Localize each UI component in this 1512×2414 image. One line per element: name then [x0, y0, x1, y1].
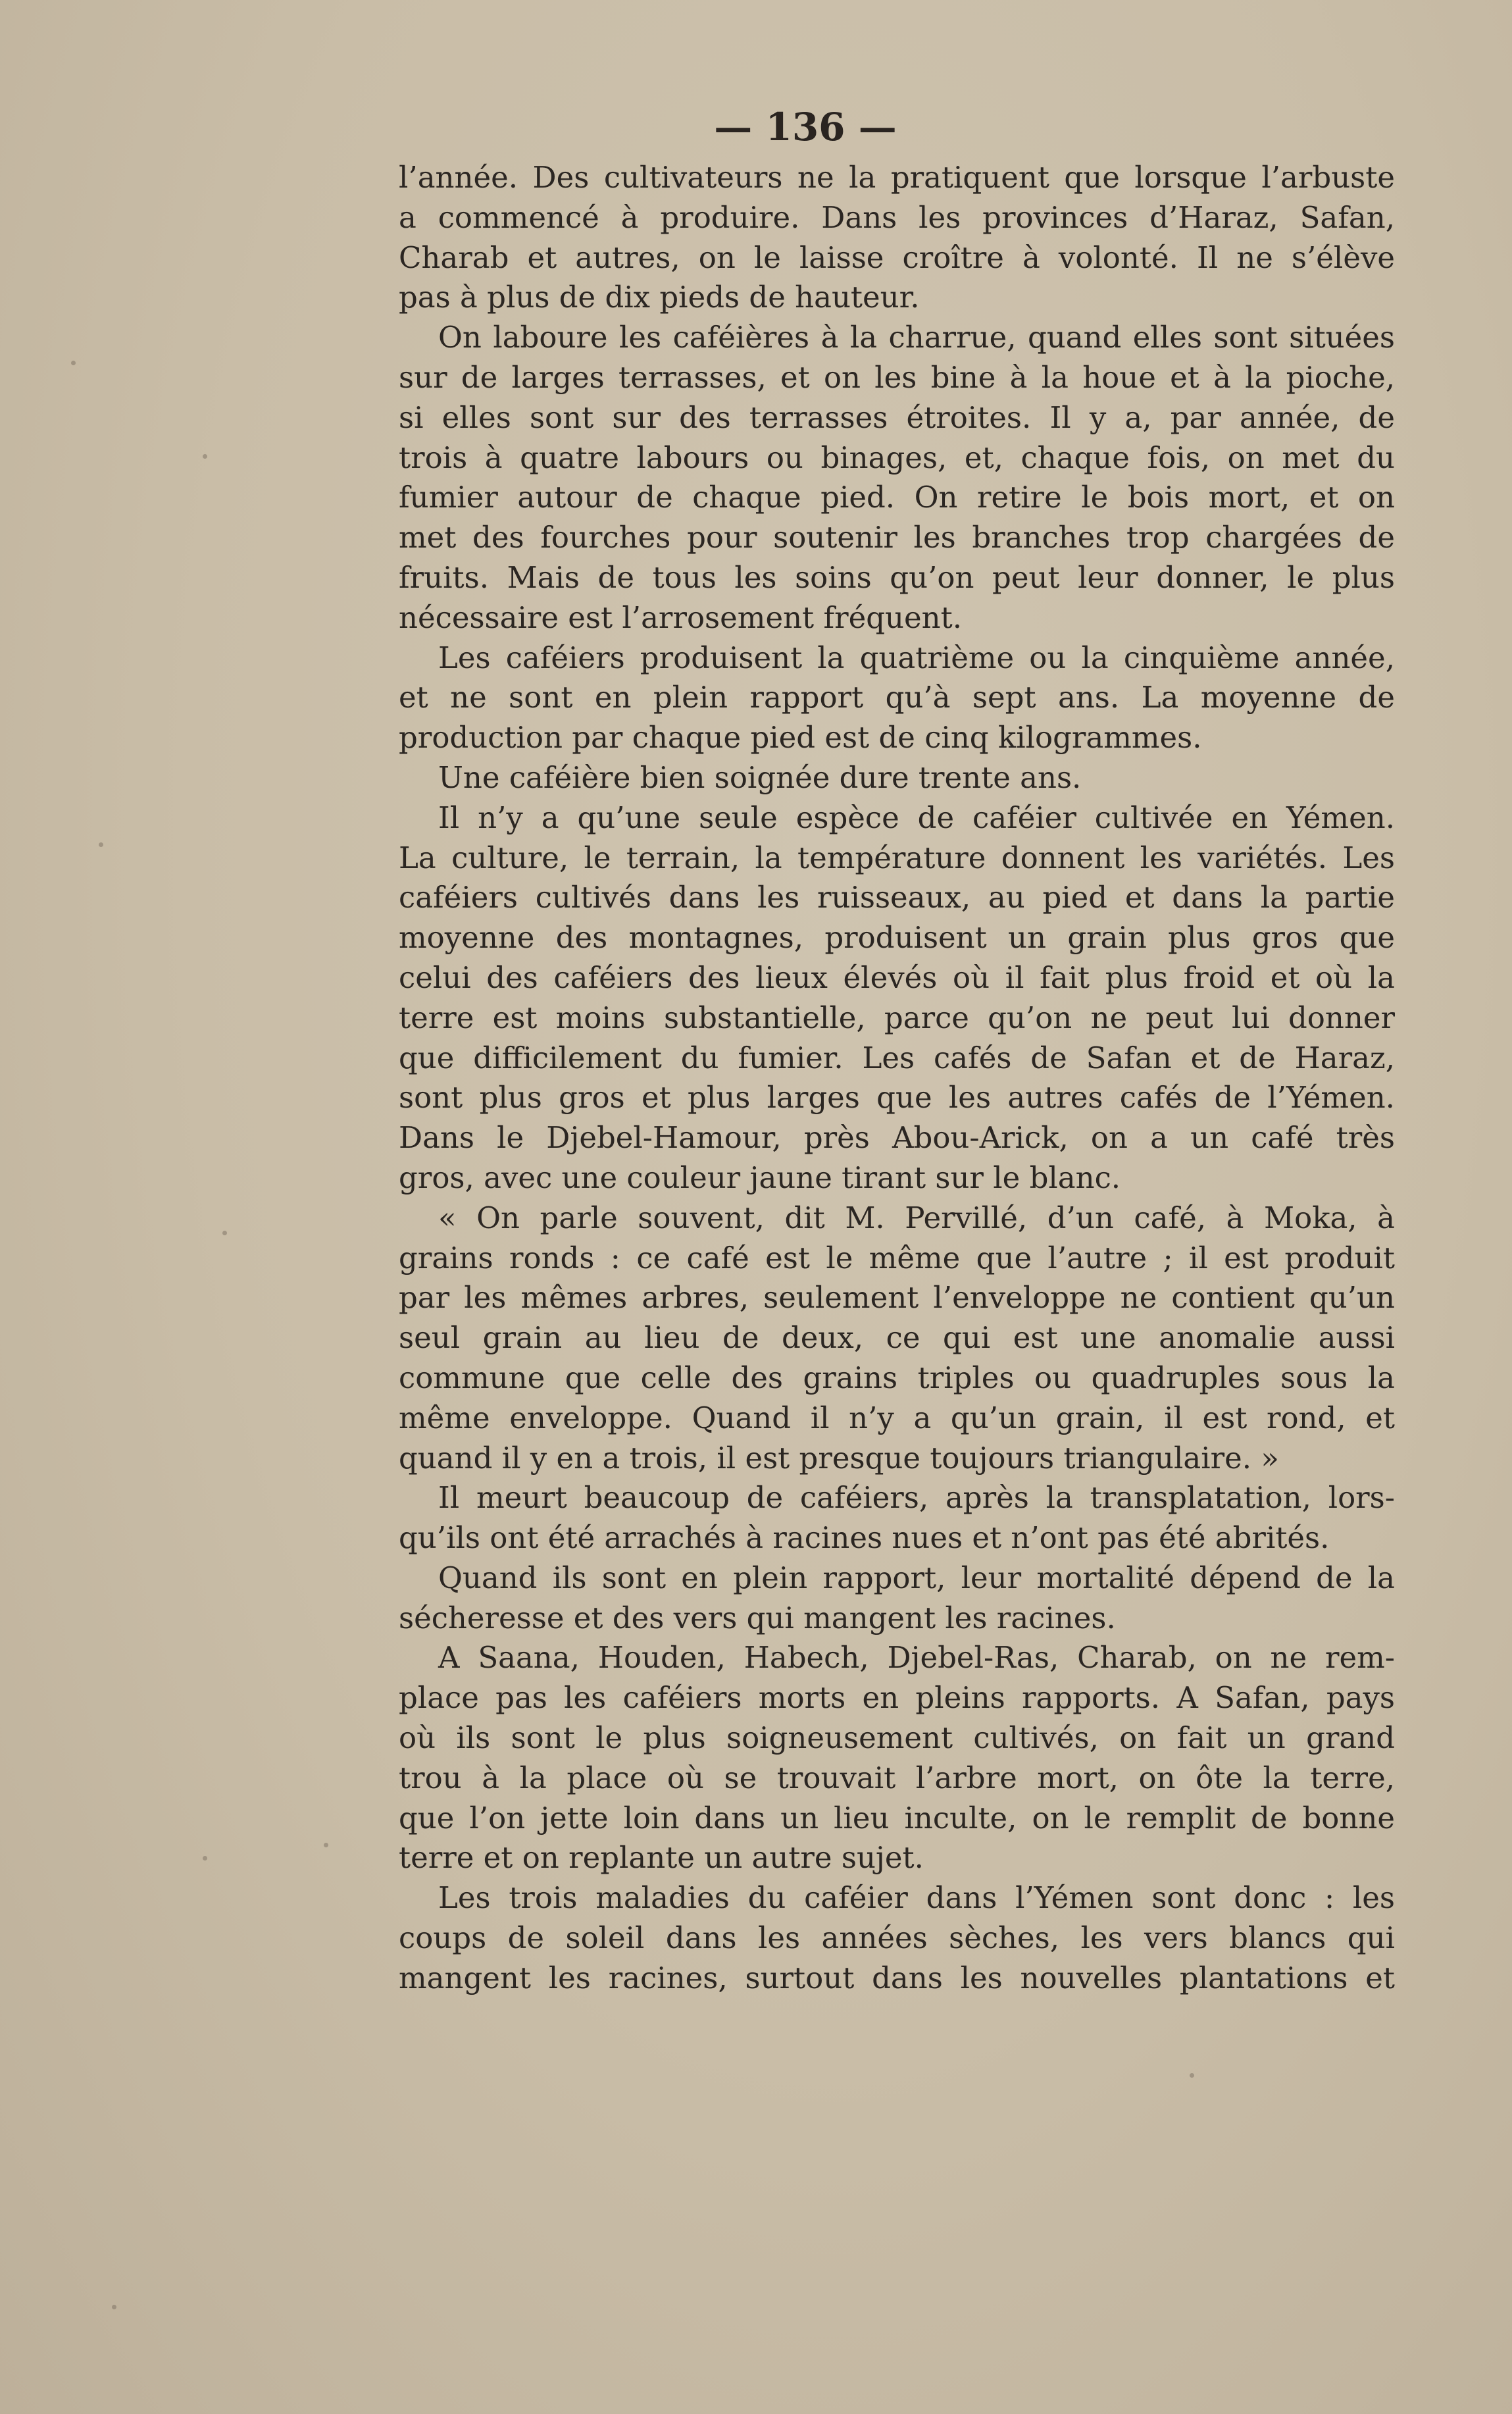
text-line: Charab et autres, on le laisse croître à volonté. Il ne s’élève	[399, 240, 1395, 275]
text-line: par les mêmes arbres, seulement l’enveloppe ne contient qu’un	[399, 1280, 1395, 1316]
text-line: celui des caféiers des lieux élevés où il fait plus froid et où la	[399, 960, 1395, 995]
text-line: où ils sont le plus soigneusement cultivés, on fait un grand	[399, 1720, 1395, 1756]
text-line: production par chaque pied est de cinq kilogrammes.	[399, 720, 1202, 756]
text-line: l’année. Des cultivateurs ne la pratiquent que lorsque l’arbuste	[399, 160, 1395, 195]
paper-speck	[99, 842, 103, 847]
paper-speck	[203, 1856, 207, 1861]
text-line: Une caféière bien soignée dure trente ans.	[438, 759, 1082, 795]
text-line: trou à la place où se trouvait l’arbre mort, on ôte la terre,	[399, 1760, 1395, 1795]
paper-speck	[222, 1231, 227, 1235]
text-line: met des fourches pour soutenir les branches trop chargées de	[399, 520, 1395, 555]
text-line: gros, avec une couleur jaune tirant sur le blanc.	[399, 1160, 1121, 1195]
text-line: moyenne des montagnes, produisent un grain plus gros que	[399, 920, 1395, 956]
text-line: « On parle souvent, dit M. Pervillé, d’un café, à Moka, à	[438, 1200, 1395, 1235]
text-line: a commencé à produire. Dans les provinces d’Haraz, Safan,	[399, 199, 1395, 235]
text-line: Quand ils sont en plein rapport, leur mortalité dépend de la	[438, 1560, 1395, 1595]
paper-speck	[71, 361, 76, 365]
text-line: fumier autour de chaque pied. On retire le bois mort, et on	[399, 480, 1395, 515]
text-line: même enveloppe. Quand il n’y a qu’un grain, il est rond, et	[399, 1400, 1395, 1435]
text-line: fruits. Mais de tous les soins qu’on peut leur donner, le plus	[399, 559, 1395, 595]
page-number: — 136 —	[714, 105, 897, 149]
paper-speck	[112, 2305, 116, 2309]
text-line: grains ronds : ce café est le même que l’autre ; il est produit	[399, 1240, 1395, 1275]
text-line: mangent les racines, surtout dans les nouvelles plantations et	[399, 1960, 1395, 1995]
text-line: On laboure les caféières à la charrue, quand elles sont situées	[438, 320, 1395, 355]
paper-speck	[1190, 2073, 1194, 2078]
text-line: terre est moins substantielle, parce qu’on ne peut lui donner	[399, 1000, 1395, 1035]
text-line: que l’on jette loin dans un lieu inculte, on le remplit de bonne	[399, 1800, 1395, 1836]
text-line: Il meurt beaucoup de caféiers, après la transplatation, lors-	[438, 1480, 1395, 1516]
text-line: Dans le Djebel-Hamour, près Abou-Arick, on a un café très	[399, 1120, 1395, 1156]
text-line: et ne sont en plein rapport qu’à sept ans. La moyenne de	[399, 680, 1395, 715]
text-line: trois à quatre labours ou binages, et, chaque fois, on met du	[399, 440, 1395, 475]
text-line: seul grain au lieu de deux, ce qui est une anomalie aussi	[399, 1320, 1395, 1356]
text-line: terre et on replante un autre sujet.	[399, 1840, 924, 1876]
text-line: Les trois maladies du caféier dans l’Yémen sont donc : les	[438, 1880, 1395, 1916]
text-line: La culture, le terrain, la température donnent les variétés. Les	[399, 840, 1395, 875]
paper-speck	[203, 454, 207, 459]
text-line: caféiers cultivés dans les ruisseaux, au pied et dans la partie	[399, 880, 1395, 915]
text-line: quand il y en a trois, il est presque toujours triangulaire. »	[399, 1440, 1279, 1476]
text-line: Il n’y a qu’une seule espèce de caféier cultivée en Yémen.	[438, 800, 1395, 835]
text-line: commune que celle des grains triples ou quadruples sous la	[399, 1360, 1395, 1395]
text-line: Les caféiers produisent la quatrième ou la cinquième année,	[438, 640, 1395, 675]
text-line: sont plus gros et plus larges que les autres cafés de l’Yémen.	[399, 1080, 1395, 1116]
body-text	[399, 158, 1395, 1999]
text-line: sur de larges terrasses, et on les bine à la houe et à la pioche,	[399, 359, 1395, 395]
text-line: que difficilement du fumier. Les cafés de Safan et de Haraz,	[399, 1040, 1395, 1075]
text-line: qu’ils ont été arrachés à racines nues et n’ont pas été abrités.	[399, 1520, 1330, 1556]
text-line: sécheresse et des vers qui mangent les racines.	[399, 1600, 1116, 1635]
text-line: nécessaire est l’arrosement fréquent.	[399, 600, 963, 635]
text-line: place pas les caféiers morts en pleins rapports. A Safan, pays	[399, 1680, 1395, 1716]
text-line: pas à plus de dix pieds de hauteur.	[399, 280, 920, 315]
text-line: si elles sont sur des terrasses étroites. Il y a, par année, de	[399, 399, 1395, 435]
text-line: coups de soleil dans les années sèches, les vers blancs qui	[399, 1920, 1395, 1956]
text-line: A Saana, Houden, Habech, Djebel-Ras, Charab, on ne rem-	[438, 1640, 1395, 1676]
paper-speck	[324, 1843, 328, 1847]
